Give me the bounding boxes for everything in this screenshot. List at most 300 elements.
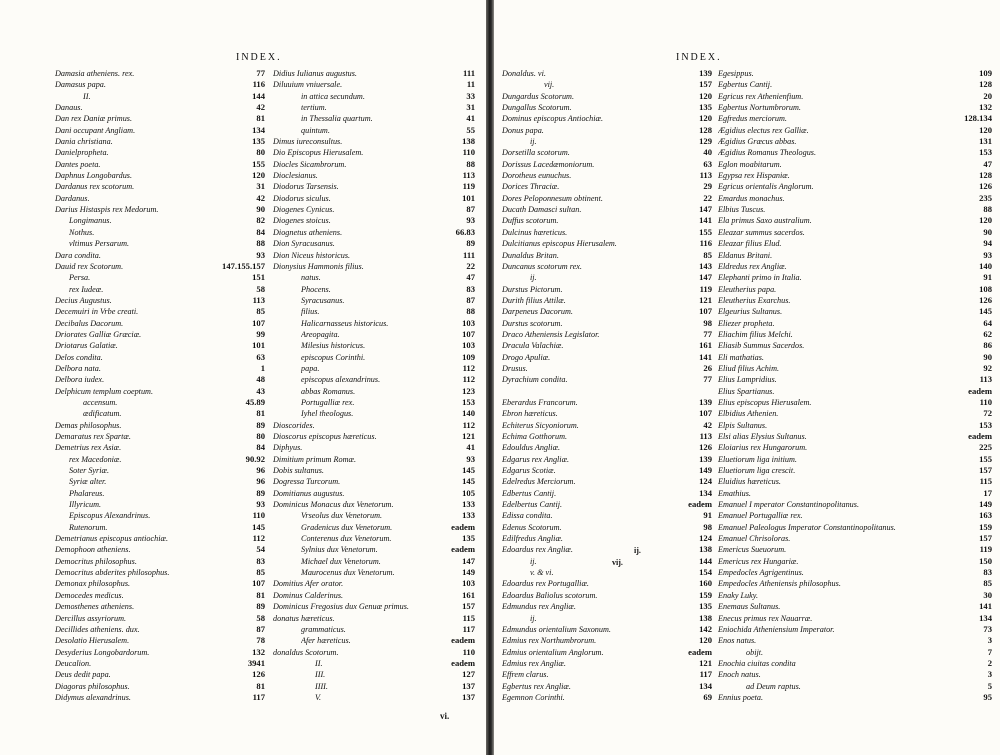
entry-term: Dorissus Lacedæmoniorum. bbox=[502, 159, 595, 169]
entry-term: Dominicus Monacus dux Venetorum. bbox=[273, 500, 394, 510]
entry-page-number: 45.89 bbox=[245, 396, 265, 407]
entry-page-number: 163 bbox=[979, 510, 992, 521]
entry-term: Eliasib Summus Sacerdos. bbox=[718, 341, 805, 351]
entry-term: Dulcitianus episcopus Hierusalem. bbox=[502, 239, 617, 249]
index-entry bbox=[502, 136, 712, 147]
index-entry bbox=[718, 68, 992, 79]
index-entry bbox=[718, 624, 992, 635]
entry-page-number: 117 bbox=[462, 623, 475, 634]
index-entry bbox=[502, 261, 712, 272]
index-entry bbox=[502, 567, 712, 578]
entry-page-number: 149 bbox=[462, 567, 475, 578]
entry-term: Demetrius rex Asiæ. bbox=[55, 443, 122, 453]
entry-page-number: 58 bbox=[256, 283, 265, 294]
index-entry bbox=[55, 442, 265, 453]
index-entry bbox=[273, 442, 475, 453]
entry-term: Edmundus rex Angliæ. bbox=[502, 602, 576, 612]
index-entry bbox=[502, 397, 712, 408]
entry-term: Edoardus rex Portugalliæ. bbox=[502, 579, 589, 589]
entry-term: in attica secundum. bbox=[301, 91, 365, 101]
index-entry bbox=[55, 261, 265, 272]
index-entry bbox=[273, 681, 475, 692]
entry-term: Edissa condita. bbox=[502, 511, 553, 521]
entry-page-number: 54 bbox=[256, 544, 265, 555]
entry-term: Danaus. bbox=[55, 103, 83, 113]
entry-page-number: 20 bbox=[983, 90, 992, 101]
entry-page-number: 134 bbox=[699, 680, 712, 691]
entry-term: Elius episcopus Hierusalem. bbox=[718, 397, 812, 407]
index-entry bbox=[55, 635, 265, 646]
entry-term: Halicarnasseus historicus. bbox=[301, 318, 389, 328]
entry-page-number: 155 bbox=[699, 226, 712, 237]
index-entry bbox=[502, 386, 712, 397]
entry-page-number: 103 bbox=[462, 578, 475, 589]
entry-term: Emanuel Chrisoloras. bbox=[718, 534, 791, 544]
entry-page-number: 96 bbox=[256, 465, 265, 476]
index-entry bbox=[55, 159, 265, 170]
entry-term: Delphicum templum coeptum. bbox=[55, 386, 153, 396]
entry-page-number: 30 bbox=[983, 589, 992, 600]
entry-page-number: 155 bbox=[252, 158, 265, 169]
entry-page-number: 141 bbox=[699, 351, 712, 362]
entry-term: Eli mathatias. bbox=[718, 352, 764, 362]
index-entry bbox=[55, 295, 265, 306]
entry-page-number: 33 bbox=[466, 90, 475, 101]
index-entry bbox=[273, 238, 475, 249]
index-entry bbox=[55, 669, 265, 680]
index-entry bbox=[718, 465, 992, 476]
index-entry bbox=[273, 284, 475, 295]
entry-page-number: 116 bbox=[699, 238, 712, 249]
entry-page-number: 126 bbox=[699, 442, 712, 453]
entry-term: Diodorus siculus. bbox=[273, 193, 331, 203]
index-entry bbox=[718, 238, 992, 249]
entry-term: ij. bbox=[530, 556, 537, 566]
index-entry bbox=[718, 181, 992, 192]
entry-term: Eleutherius Exarchus. bbox=[718, 295, 791, 305]
entry-page-number: 85 bbox=[256, 306, 265, 317]
entry-term: Elbidius Athenien. bbox=[718, 409, 779, 419]
entry-term: Delos condita. bbox=[55, 352, 103, 362]
entry-page-number: 113 bbox=[979, 374, 992, 385]
entry-page-number: 3 bbox=[987, 635, 992, 646]
entry-term: Edouldus Angliæ. bbox=[502, 443, 561, 453]
index-entry bbox=[502, 159, 712, 170]
entry-term: ædificatum. bbox=[83, 409, 122, 419]
index-entry bbox=[273, 601, 475, 612]
entry-page-number: 110 bbox=[462, 646, 475, 657]
entry-page-number: eadem bbox=[451, 544, 475, 555]
entry-term: Emericus Sueuorum. bbox=[718, 545, 787, 555]
entry-page-number: 88 bbox=[983, 204, 992, 215]
entry-term: Egemnon Corinthi. bbox=[502, 692, 565, 702]
entry-page-number: 107 bbox=[699, 306, 712, 317]
index-entry bbox=[502, 306, 712, 317]
index-entry bbox=[502, 465, 712, 476]
entry-page-number: 58 bbox=[256, 612, 265, 623]
entry-term: Duffus scotorum. bbox=[502, 216, 559, 226]
index-entry bbox=[55, 601, 265, 612]
index-entry bbox=[502, 181, 712, 192]
index-entry bbox=[55, 238, 265, 249]
entry-page-number: 83 bbox=[983, 567, 992, 578]
entry-term: Ægidius Romanus Theologus. bbox=[718, 148, 817, 158]
right-column-1 bbox=[502, 68, 712, 703]
entry-page-number: 112 bbox=[462, 362, 475, 373]
index-entry bbox=[55, 556, 265, 567]
entry-page-number: eadem bbox=[968, 431, 992, 441]
index-entry bbox=[502, 215, 712, 226]
entry-term: Illyricum. bbox=[69, 500, 102, 510]
index-entry bbox=[273, 408, 475, 419]
entry-term: Egbertus Nortumbrorum. bbox=[718, 103, 801, 113]
entry-page-number: 85 bbox=[983, 578, 992, 589]
index-entry bbox=[718, 556, 992, 567]
entry-term: Emanuel Paleologus Imperator Constantinopolitanus. bbox=[718, 522, 896, 532]
entry-term: Edoardus Baliolus scotorum. bbox=[502, 590, 598, 600]
entry-page-number: 113 bbox=[699, 170, 712, 181]
entry-page-number: 134 bbox=[699, 487, 712, 498]
entry-term: Phalareus. bbox=[69, 488, 105, 498]
entry-page-number: 108 bbox=[979, 283, 992, 294]
index-entry bbox=[273, 261, 475, 272]
entry-term: Domitius Afer orator. bbox=[273, 579, 344, 589]
entry-page-number: 153 bbox=[979, 419, 992, 430]
index-entry bbox=[718, 193, 992, 204]
entry-term: episcopus alexandrinus. bbox=[301, 375, 381, 385]
entry-term: Edilfredus Angliæ. bbox=[502, 534, 563, 544]
entry-term: Donaldus. vi. bbox=[502, 69, 546, 78]
entry-term: Diphyus. bbox=[273, 443, 303, 453]
entry-term: Dulcinus hæreticus. bbox=[502, 227, 568, 237]
entry-page-number: 124 bbox=[699, 533, 712, 544]
entry-term: Dani occupant Angliam. bbox=[55, 125, 136, 135]
entry-page-number: 92 bbox=[983, 362, 992, 373]
entry-term: Eliachim filius Melchi. bbox=[718, 329, 793, 339]
entry-page-number: 42 bbox=[703, 419, 712, 430]
entry-term: Democritus philosophus. bbox=[55, 556, 137, 566]
entry-page-number: 107 bbox=[252, 317, 265, 328]
entry-term: Edbertus Cantij. bbox=[502, 488, 557, 498]
entry-page-number: 135 bbox=[462, 533, 475, 544]
entry-page-number: eadem bbox=[451, 657, 475, 668]
entry-page-number: 85 bbox=[256, 567, 265, 578]
entry-term: Edelredus Merciorum. bbox=[502, 477, 576, 487]
entry-term: Dercillus assyriorum. bbox=[55, 613, 127, 623]
marginal-mark: ij. bbox=[634, 546, 641, 555]
entry-page-number: 120 bbox=[699, 90, 712, 101]
entry-term: Eldredus rex Angliæ. bbox=[718, 261, 787, 271]
entry-term: rex Macedoniæ. bbox=[69, 454, 122, 464]
entry-term: Dauid rex Scotorum. bbox=[55, 261, 124, 271]
index-entry bbox=[273, 250, 475, 261]
index-entry bbox=[718, 227, 992, 238]
entry-page-number: 90 bbox=[983, 226, 992, 237]
entry-term: Sylnius dux Venetorum. bbox=[301, 545, 378, 555]
entry-term: Enos natus. bbox=[718, 636, 757, 646]
entry-page-number: 153 bbox=[979, 147, 992, 158]
entry-term: Edenus Scotorum. bbox=[502, 522, 562, 532]
entry-page-number: 90 bbox=[256, 204, 265, 215]
entry-term: Eberardus Francorum. bbox=[502, 397, 578, 407]
index-entry bbox=[502, 227, 712, 238]
entry-term: Dorsetilla scotorum. bbox=[502, 148, 570, 158]
entry-term: Dominus episcopus Antiochiæ. bbox=[502, 114, 604, 124]
index-entry bbox=[55, 408, 265, 419]
index-entry bbox=[718, 159, 992, 170]
entry-term: Desolatio Hierusalem. bbox=[55, 636, 130, 646]
entry-page-number: 81 bbox=[256, 408, 265, 419]
index-entry bbox=[718, 488, 992, 499]
index-entry bbox=[502, 431, 712, 442]
index-entry bbox=[273, 454, 475, 465]
entry-page-number: 88 bbox=[466, 306, 475, 317]
left-running-head: INDEX. bbox=[236, 52, 282, 63]
entry-term: Durstus scotorum. bbox=[502, 318, 563, 328]
index-entry bbox=[718, 363, 992, 374]
index-entry bbox=[502, 533, 712, 544]
index-entry bbox=[502, 658, 712, 669]
entry-term: Eglon moabitarum. bbox=[718, 159, 782, 169]
index-entry bbox=[273, 181, 475, 192]
entry-term: Ela primus Saxo australium. bbox=[718, 216, 812, 226]
entry-term: Areopagita. bbox=[301, 329, 340, 339]
index-entry bbox=[55, 181, 265, 192]
index-entry bbox=[502, 238, 712, 249]
entry-term: Dioscorides. bbox=[273, 420, 315, 430]
entry-term: Echima Gotthorum. bbox=[502, 432, 568, 441]
entry-page-number: 1 bbox=[260, 362, 265, 373]
entry-term: Demas philosophus. bbox=[55, 420, 122, 430]
index-entry bbox=[718, 306, 992, 317]
right-column-2 bbox=[718, 68, 992, 703]
entry-term: Dungallus Scotorum. bbox=[502, 103, 572, 113]
entry-term: Donus papa. bbox=[502, 125, 544, 135]
entry-term: Egesippus. bbox=[718, 69, 754, 78]
index-entry bbox=[718, 567, 992, 578]
entry-page-number: 17 bbox=[983, 487, 992, 498]
index-entry bbox=[273, 544, 475, 555]
entry-term: Rutenorum. bbox=[69, 522, 108, 532]
index-entry bbox=[273, 374, 475, 385]
entry-page-number: 131 bbox=[979, 136, 992, 147]
entry-page-number: 161 bbox=[699, 340, 712, 351]
entry-page-number: 81 bbox=[256, 680, 265, 691]
entry-term: Decemuiri in Vrbe creati. bbox=[55, 307, 139, 317]
entry-term: v. & vi. bbox=[530, 568, 554, 578]
entry-page-number: 149 bbox=[979, 499, 992, 510]
marginal-mark: vij. bbox=[612, 558, 623, 567]
index-entry bbox=[273, 159, 475, 170]
entry-term: Edmius orientalium Anglorum. bbox=[502, 647, 604, 657]
entry-page-number: 89 bbox=[466, 238, 475, 249]
entry-term: Diodorus Tarsensis. bbox=[273, 182, 339, 192]
index-entry bbox=[273, 488, 475, 499]
entry-term: Demetrianus episcopus antiochiæ. bbox=[55, 534, 169, 544]
index-entry bbox=[718, 454, 992, 465]
book-gutter bbox=[486, 0, 494, 755]
index-entry bbox=[273, 556, 475, 567]
entry-term: Dimus iureconsultus. bbox=[273, 137, 343, 147]
entry-page-number: 112 bbox=[252, 533, 265, 544]
entry-term: Syracusanus. bbox=[301, 295, 345, 305]
index-entry bbox=[273, 692, 475, 703]
entry-term: II. bbox=[83, 91, 91, 101]
index-entry bbox=[718, 204, 992, 215]
entry-page-number: 26 bbox=[703, 362, 712, 373]
index-entry bbox=[502, 295, 712, 306]
entry-page-number: 120 bbox=[699, 635, 712, 646]
entry-page-number: 128.134 bbox=[964, 113, 992, 124]
index-entry bbox=[273, 204, 475, 215]
entry-term: Empedocles Atheniensis philosophus. bbox=[718, 579, 841, 589]
entry-term: Domitianus augustus. bbox=[273, 488, 345, 498]
entry-page-number: 93 bbox=[983, 249, 992, 260]
entry-term: Darpeneus Dacorum. bbox=[502, 307, 573, 317]
entry-page-number: 159 bbox=[979, 521, 992, 532]
index-entry bbox=[502, 113, 712, 124]
index-entry bbox=[502, 647, 712, 658]
entry-page-number: 73 bbox=[983, 623, 992, 634]
index-entry bbox=[273, 306, 475, 317]
entry-term: Egfredus merciorum. bbox=[718, 114, 787, 124]
entry-term: Enemaus Sultanus. bbox=[718, 602, 781, 612]
entry-term: Ægidius electus rex Galliæ. bbox=[718, 125, 809, 135]
entry-page-number: 40 bbox=[703, 147, 712, 158]
entry-page-number: 147 bbox=[462, 555, 475, 566]
index-entry bbox=[55, 624, 265, 635]
index-entry bbox=[273, 113, 475, 124]
entry-page-number: 89 bbox=[256, 419, 265, 430]
index-entry bbox=[273, 465, 475, 476]
entry-page-number: 120 bbox=[979, 124, 992, 135]
index-entry bbox=[718, 352, 992, 363]
index-entry bbox=[718, 431, 992, 442]
entry-term: ij. bbox=[530, 613, 537, 623]
index-entry bbox=[55, 658, 265, 669]
entry-term: Darius Histaspis rex Medorum. bbox=[55, 205, 159, 215]
entry-term: Demonax philosophus. bbox=[55, 579, 131, 589]
index-entry bbox=[718, 692, 992, 703]
index-entry bbox=[55, 227, 265, 238]
index-entry bbox=[55, 544, 265, 555]
entry-term: Diogenes stoicus. bbox=[273, 216, 331, 226]
entry-page-number: 11 bbox=[466, 79, 475, 90]
index-entry bbox=[718, 544, 992, 555]
entry-term: in Thessalia quartum. bbox=[301, 114, 373, 124]
index-entry bbox=[718, 658, 992, 669]
entry-term: Dan rex Daniæ primus. bbox=[55, 114, 133, 124]
entry-term: Enecus primus rex Nauarræ. bbox=[718, 613, 813, 623]
entry-page-number: 140 bbox=[462, 408, 475, 419]
entry-term: Edelbertus Cantij. bbox=[502, 500, 563, 510]
entry-term: ij. bbox=[530, 273, 537, 283]
entry-term: papa. bbox=[301, 363, 320, 373]
index-entry bbox=[718, 578, 992, 589]
entry-term: episcopus Corinthi. bbox=[301, 352, 366, 362]
entry-page-number: 31 bbox=[466, 102, 475, 113]
entry-page-number: 111 bbox=[463, 68, 475, 78]
entry-term: Dungardus Scotorum. bbox=[502, 91, 575, 101]
index-entry bbox=[55, 578, 265, 589]
entry-page-number: 113 bbox=[462, 170, 475, 181]
index-entry bbox=[273, 352, 475, 363]
entry-page-number: 134 bbox=[252, 124, 265, 135]
entry-page-number: 138 bbox=[462, 136, 475, 147]
index-entry bbox=[502, 601, 712, 612]
index-entry bbox=[273, 329, 475, 340]
entry-term: Eluidius hæreticus. bbox=[718, 477, 781, 487]
entry-page-number: eadem bbox=[688, 499, 712, 510]
entry-term: Emathius. bbox=[718, 488, 751, 498]
index-entry bbox=[273, 567, 475, 578]
entry-term: Dionysius Hammonis filius. bbox=[273, 261, 364, 271]
entry-term: Dardanus. bbox=[55, 193, 90, 203]
entry-term: quintum. bbox=[301, 125, 330, 135]
left-column-2 bbox=[273, 68, 475, 703]
index-entry bbox=[718, 386, 992, 397]
entry-page-number: 138 bbox=[699, 612, 712, 623]
entry-page-number: 137 bbox=[462, 691, 475, 702]
index-entry bbox=[718, 250, 992, 261]
entry-term: Draco Atheniensis Legislator. bbox=[502, 329, 600, 339]
index-entry bbox=[502, 499, 712, 510]
index-entry bbox=[55, 647, 265, 658]
index-entry bbox=[55, 488, 265, 499]
entry-term: Democedes medicus. bbox=[55, 590, 124, 600]
index-entry bbox=[502, 91, 712, 102]
entry-page-number: 105 bbox=[462, 487, 475, 498]
entry-page-number: 137 bbox=[462, 680, 475, 691]
index-entry bbox=[718, 340, 992, 351]
entry-page-number: 55 bbox=[466, 124, 475, 135]
entry-page-number: 103 bbox=[462, 317, 475, 328]
entry-term: Dardanus rex scotorum. bbox=[55, 182, 135, 192]
entry-page-number: 98 bbox=[703, 317, 712, 328]
entry-term: Persa. bbox=[69, 273, 91, 283]
entry-page-number: 141 bbox=[979, 601, 992, 612]
index-entry bbox=[55, 306, 265, 317]
entry-page-number: 72 bbox=[983, 408, 992, 419]
index-entry bbox=[55, 102, 265, 113]
entry-page-number: 121 bbox=[462, 431, 475, 441]
index-entry bbox=[55, 284, 265, 295]
entry-term: Driotarus Galatiæ. bbox=[55, 341, 118, 351]
entry-page-number: 133 bbox=[462, 499, 475, 510]
index-entry bbox=[502, 352, 712, 363]
entry-page-number: 81 bbox=[256, 589, 265, 600]
entry-term: Durith filius Attilæ. bbox=[502, 295, 566, 305]
entry-page-number: 48 bbox=[256, 374, 265, 385]
index-entry bbox=[502, 692, 712, 703]
entry-term: Eniochida Atheniensium Imperator. bbox=[718, 624, 835, 634]
index-entry bbox=[273, 476, 475, 487]
entry-term: Empedocles Agrigentinus. bbox=[718, 568, 804, 578]
index-entry bbox=[502, 79, 712, 90]
index-entry bbox=[273, 340, 475, 351]
entry-term: Elius Spartianus. bbox=[718, 386, 775, 396]
index-entry bbox=[718, 522, 992, 533]
entry-term: Dyrachium condita. bbox=[502, 375, 568, 385]
entry-page-number: 109 bbox=[462, 351, 475, 362]
entry-term: Dogressa Turcorum. bbox=[273, 477, 341, 487]
index-entry bbox=[718, 408, 992, 419]
entry-page-number: 144 bbox=[252, 90, 265, 101]
entry-page-number: 63 bbox=[703, 158, 712, 169]
entry-term: Michael dux Venetorum. bbox=[301, 556, 381, 566]
entry-term: Dominicus Fregosius dux Genuæ primus. bbox=[273, 602, 409, 612]
right-page bbox=[494, 0, 1000, 755]
